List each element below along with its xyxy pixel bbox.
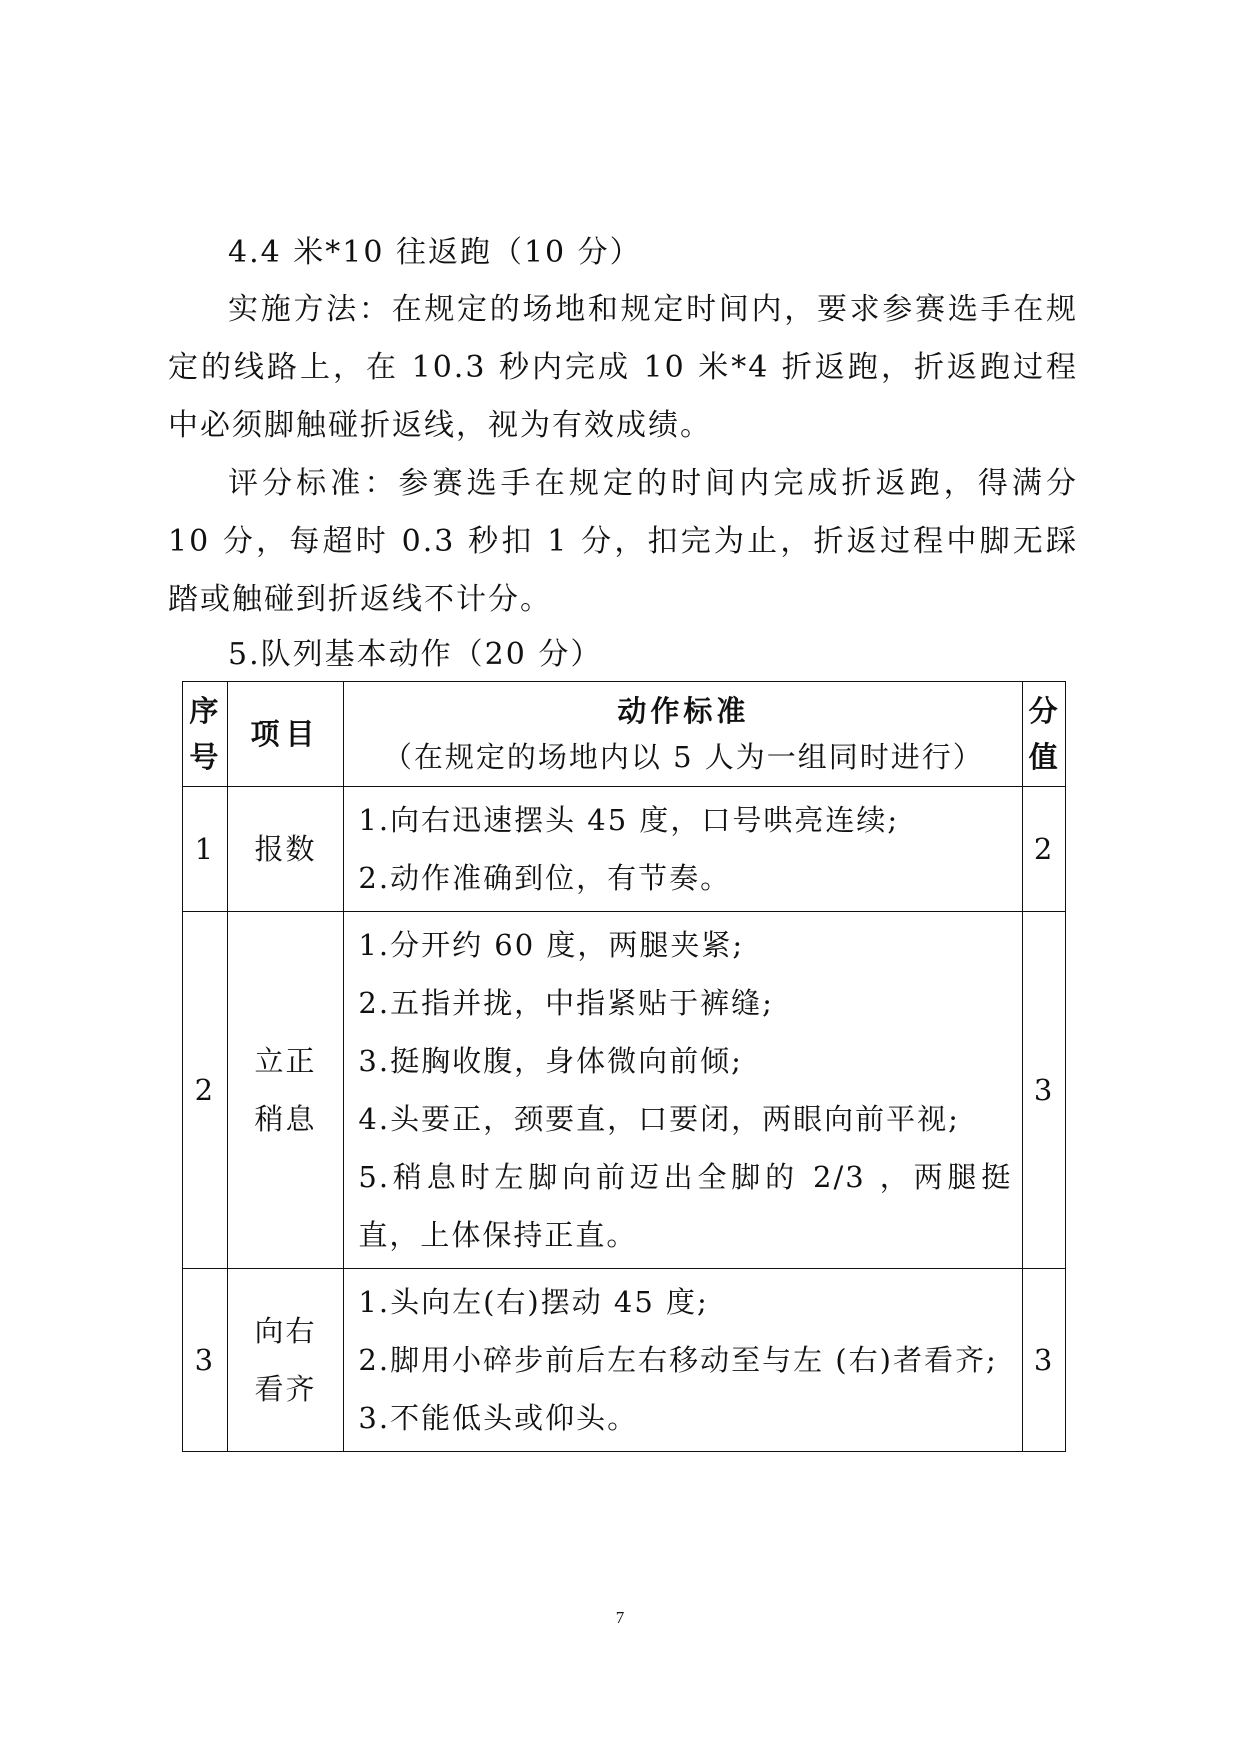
row-number: 2	[183, 912, 228, 1269]
drill-standards-table	[182, 681, 1066, 1452]
header-standard-title: 动作标准	[617, 694, 750, 728]
section-5-heading: 5.队列基本动作（20 分）	[228, 637, 603, 672]
section-4-method: 实施方法：在规定的场地和规定时间内，要求参赛选手在规定的线路上，在 10.3 秒内完成 10 米*4 折返跑，折返跑过程中必须脚触碰折返线，视为有效成绩。	[168, 292, 1078, 443]
row-score: 3	[1023, 912, 1066, 1269]
row-standards: 1.向右迅速摆头 45 度，口号哄亮连续; 2.动作准确到位，有节奏。	[344, 787, 1023, 912]
row-number: 1	[183, 787, 228, 912]
row-item: 立正 稍息	[227, 912, 344, 1269]
row-standards: 1.头向左(右)摆动 45 度; 2.脚用小碎步前后左右移动至与左 (右)者看齐; 3.不能低头或仰头。	[344, 1269, 1023, 1452]
row-score: 3	[1023, 1269, 1066, 1452]
row-standards: 1.分开约 60 度，两腿夹紧; 2.五指并拢，中指紧贴于裤缝; 3.挺胸收腹，身体微向前倾; 4.头要正，颈要直，口要闭，两眼向前平视; 5.稍息时左脚向前迈出全脚的 2/3 ，两腿挺直，上体保持正直。	[344, 912, 1023, 1269]
table-row	[183, 787, 1066, 912]
row-number: 3	[183, 1269, 228, 1452]
header-standard-note: （在规定的场地内以 5 人为一组同时进行）	[382, 740, 984, 774]
section-4-scoring: 评分标准：参赛选手在规定的时间内完成折返跑，得满分 10 分，每超时 0.3 秒扣 1 分，扣完为止，折返过程中脚无踩踏或触碰到折返线不计分。	[168, 466, 1078, 617]
table-row	[183, 1269, 1066, 1452]
header-score: 分 值	[1023, 682, 1066, 787]
section-4-heading: 4.4 米*10 往返跑（10 分）	[228, 235, 642, 270]
row-item: 报数	[227, 787, 344, 912]
row-item: 向右 看齐	[227, 1269, 344, 1452]
header-standard	[344, 682, 1023, 787]
page-number: 7	[615, 1608, 625, 1627]
table-row	[183, 912, 1066, 1269]
row-score: 2	[1023, 787, 1066, 912]
table-header-row	[183, 682, 1066, 787]
header-number: 序 号	[183, 682, 228, 787]
header-item: 项目	[227, 682, 344, 787]
